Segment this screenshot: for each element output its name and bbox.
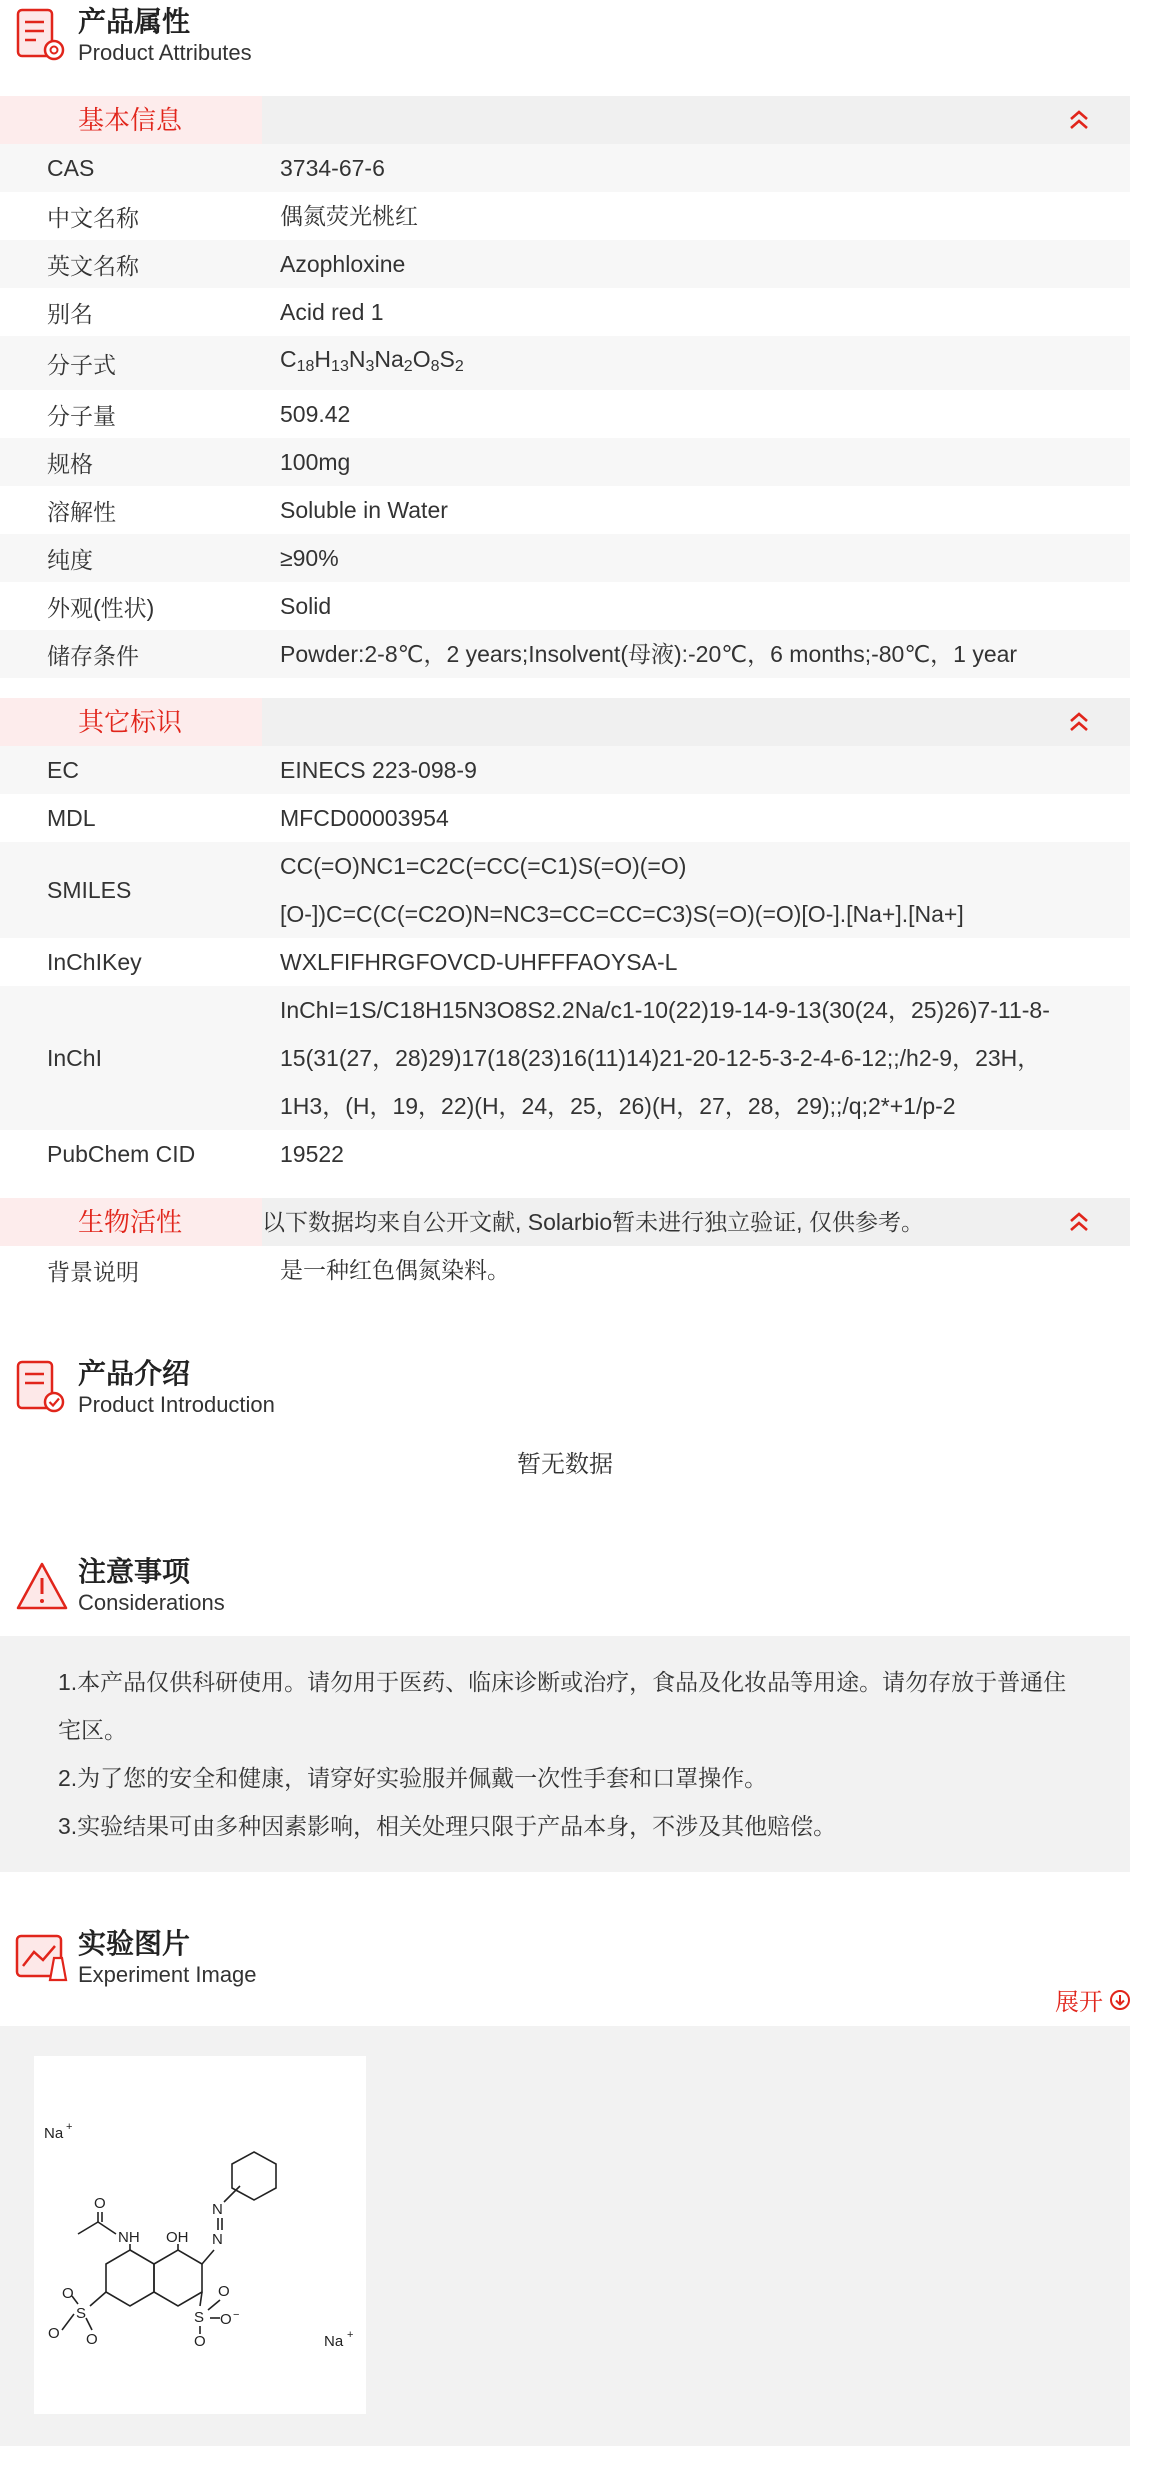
attr-row-ec: EC EINECS 223-098-9 [0, 746, 1130, 794]
attr-row-en-name: 英文名称 Azophloxine [0, 240, 1130, 288]
attr-row-background: 背景说明 是一种红色偶氮染料。 [0, 1246, 1130, 1294]
collapse-icon[interactable] [1066, 709, 1092, 735]
svg-text:Na: Na [324, 2333, 344, 2350]
attr-row-cas: CAS 3734-67-6 [0, 144, 1130, 192]
attr-row-storage: 储存条件 Powder:2-8℃，2 years;Insolvent(母液):-20℃，6 months;-80℃，1 year [0, 630, 1130, 678]
other-ids-table [0, 746, 1130, 1178]
consideration-item: 2.为了您的安全和健康，请穿好实验服并佩戴一次性手套和口罩操作。 [58, 1765, 768, 1791]
attr-row-mw: 分子量 509.42 [47, 401, 351, 429]
attr-row-mdl: MDL MFCD00003954 [47, 804, 449, 831]
svg-text:O: O [48, 2325, 60, 2342]
attributes-title: 产品属性 [78, 6, 191, 37]
considerations-subtitle: Considerations [78, 1590, 225, 1615]
svg-text:Na: Na [44, 2125, 64, 2142]
attr-row-inchikey: InChIKey WXLFIFHRGFOVCD-UHFFFAOYSA-L [47, 948, 678, 975]
chemical-structure [34, 2056, 366, 2414]
introduction-empty-text: 暂无数据 [517, 1451, 613, 1478]
formula-value: $C_{18}H_{13}N_3Na_2O_8S_2$ [280, 346, 464, 375]
attr-row-purity: 纯度 ≥90% [0, 534, 1130, 582]
svg-text:O: O [62, 2285, 74, 2302]
introduction-title: 产品介绍 [78, 1358, 191, 1389]
structure-image[interactable] [34, 2056, 366, 2414]
collapse-icon[interactable] [1066, 107, 1092, 133]
attr-row-pubchem: PubChem CID 19522 [47, 1140, 344, 1167]
svg-text:OH: OH [166, 2229, 189, 2246]
expand-button[interactable] [1055, 1982, 1131, 2017]
experiment-subtitle: Experiment Image [78, 1962, 257, 1987]
bioactivity-label: 生物活性 [0, 1198, 262, 1246]
considerations-list [0, 1636, 1130, 1872]
document-gear-icon [14, 6, 70, 66]
basic-info-label: 基本信息 [0, 96, 262, 144]
attr-row-alias: 别名 Acid red 1 [47, 299, 384, 327]
bioactivity-note: 以下数据均来自公开文献, Solarbio暂未进行独立验证, 仅供参考。 [262, 1209, 924, 1235]
attributes-header [0, 0, 1130, 96]
attr-row-formula: 分子式 $C_{18}H_{13}N_3Na_2O_8S_2$ [0, 336, 1130, 390]
svg-text:+: + [66, 2121, 73, 2133]
experiment-title: 实验图片 [78, 1928, 191, 1959]
attr-row-cn-name: 中文名称 偶氮荧光桃红 [47, 203, 418, 231]
svg-text:O: O [94, 2195, 106, 2212]
bioactivity-table [0, 1246, 1130, 1294]
basic-info-bar[interactable] [0, 96, 1130, 144]
svg-text:O: O [218, 2283, 230, 2300]
svg-text:N: N [212, 2201, 223, 2218]
attr-row-solubility: 溶解性 Soluble in Water [47, 497, 448, 525]
attr-row-inchi: InChI InChI=1S/C18H15N3O8S2.2Na/c1-10(22)19-14-9-13(30(24，25)26)7-11-8- 15(31(27，28)29)17(18(23)16(11)14)21-20-12-5-3-2-4-6-12;;/h2-9，23H， 1H3，(H，19，22)(H，24，25，26)(H，27，28，29);;/q;2*+1/p-2 [0, 986, 1130, 1130]
bioactivity-bar[interactable] [0, 1198, 1130, 1246]
consideration-item: 1.本产品仅供科研使用。请勿用于医药、临床诊断或治疗，食品及化妆品等用途。请勿存放于普通住宅区。 [58, 1669, 1067, 1743]
attr-row-smiles: SMILES CC(=O)NC1=C2C(=CC(=C1)S(=O)(=O) [O-])C=C(C(=C2O)N=NC3=CC=CC=C3)S(=O)(=O)[O-].[Na+].[Na+] [0, 842, 1130, 938]
considerations-header [0, 1550, 1130, 1636]
attributes-subtitle: Product Attributes [78, 40, 252, 65]
svg-text:N: N [212, 2231, 223, 2248]
svg-text:S: S [194, 2309, 205, 2326]
considerations-title: 注意事项 [78, 1556, 191, 1587]
svg-text:O: O [86, 2331, 98, 2348]
svg-text:NH: NH [118, 2229, 140, 2246]
svg-text:O: O [194, 2333, 206, 2350]
circle-arrow-down-icon [1109, 1989, 1131, 2011]
svg-text:S: S [76, 2305, 87, 2322]
experiment-header [0, 1922, 1130, 2026]
introduction-subtitle: Product Introduction [78, 1392, 275, 1417]
consideration-item: 3.实验结果可由多种因素影响，相关处理只限于产品本身，不涉及其他赔偿。 [58, 1813, 837, 1839]
other-ids-label: 其它标识 [0, 698, 262, 746]
basic-info-table [0, 144, 1130, 678]
collapse-icon[interactable] [1066, 1209, 1092, 1235]
attr-row-appearance: 外观(性状) Solid [47, 593, 332, 621]
svg-text:+: + [347, 2329, 354, 2341]
other-ids-bar[interactable] [0, 698, 1130, 746]
experiment-image-area [0, 2026, 1130, 2446]
svg-text:O: O [220, 2311, 232, 2328]
svg-text:−: − [233, 2309, 240, 2321]
expand-label: 展开 [1055, 1989, 1103, 2016]
image-chart-icon [14, 1928, 70, 1988]
attr-row-spec: 规格 100mg [0, 438, 1130, 486]
document-check-icon [14, 1358, 70, 1418]
introduction-header [0, 1352, 1130, 1436]
warning-icon [14, 1556, 70, 1616]
